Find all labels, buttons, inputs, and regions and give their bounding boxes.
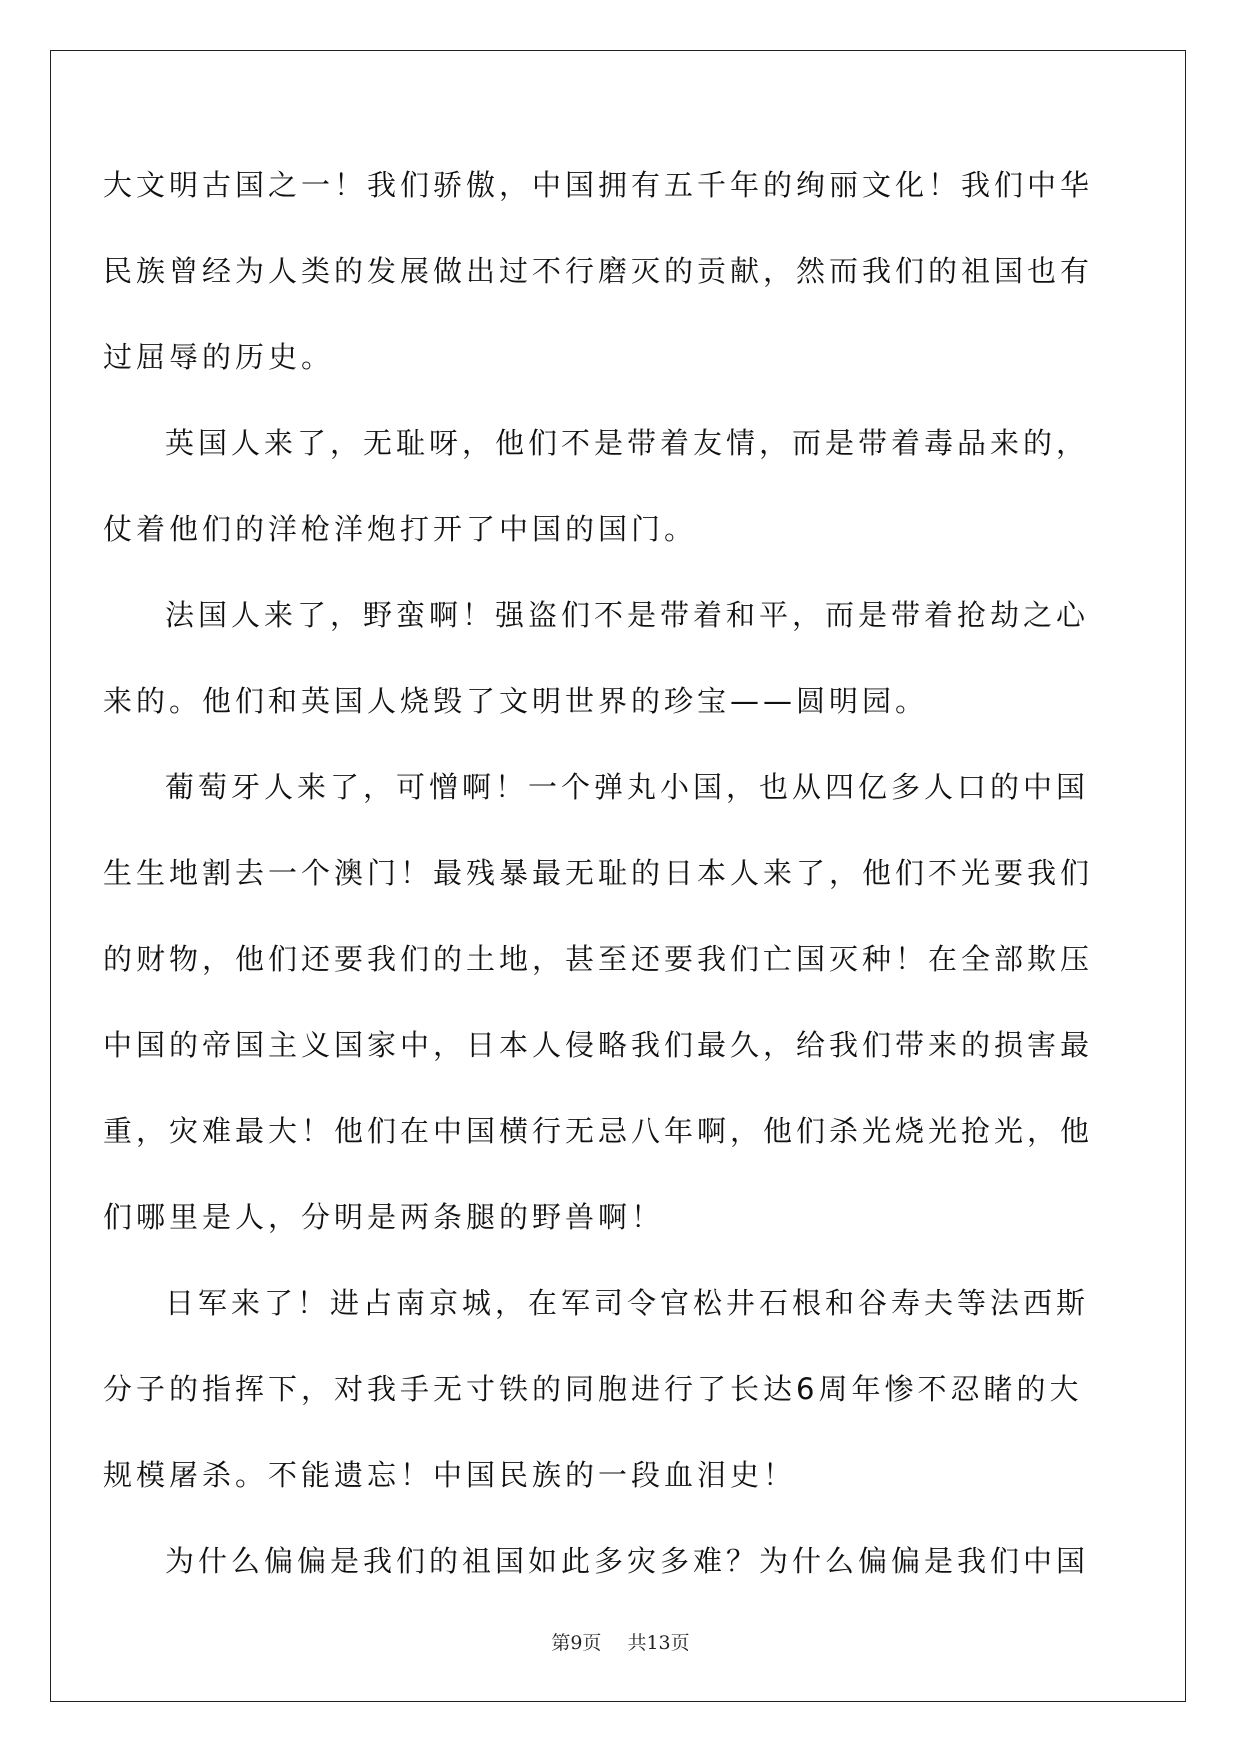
- document-body: [103, 142, 1093, 1604]
- text-line: 日军来了！进占南京城，在军司令官松井石根和谷寿夫等法西斯: [165, 1286, 1090, 1320]
- text-line: 中国的帝国主义国家中，日本人侵略我们最久，给我们带来的损害最: [103, 1028, 1093, 1062]
- page-number-total: 共13页: [627, 1632, 690, 1654]
- text-line: 生生地割去一个澳门！最残暴最无耻的日本人来了，他们不光要我们: [103, 856, 1093, 890]
- page-number-current: 第9页: [551, 1632, 602, 1654]
- text-line: 仗着他们的洋枪洋炮打开了中国的国门。: [103, 512, 698, 546]
- text-line: 法国人来了，野蛮啊！强盗们不是带着和平，而是带着抢劫之心: [165, 598, 1090, 632]
- text-line: 分子的指挥下，对我手无寸铁的同胞进行了长达6周年惨不忍睹的大: [103, 1372, 1083, 1406]
- text-line: 的财物，他们还要我们的土地，甚至还要我们亡国灭种！在全部欺压: [103, 942, 1093, 976]
- text-line: 重，灾难最大！他们在中国横行无忌八年啊，他们杀光烧光抢光，他: [103, 1114, 1093, 1148]
- text-line: 民族曾经为人类的发展做出过不行磨灭的贡献，然而我们的祖国也有: [103, 254, 1093, 288]
- page-footer: [0, 1628, 1241, 1655]
- text-line: 过屈辱的历史。: [103, 340, 335, 374]
- text-line: 规模屠杀。不能遗忘！中国民族的一段血泪史！: [103, 1458, 797, 1492]
- text-line: 来的。他们和英国人烧毁了文明世界的珍宝——圆明园。: [103, 684, 929, 718]
- text-line: 英国人来了，无耻呀，他们不是带着友情，而是带着毒品来的，: [165, 426, 1090, 460]
- text-line: 大文明古国之一！我们骄傲，中国拥有五千年的绚丽文化！我们中华: [103, 168, 1093, 202]
- text-line: 葡萄牙人来了，可憎啊！一个弹丸小国，也从四亿多人口的中国: [165, 770, 1090, 804]
- text-line: 们哪里是人，分明是两条腿的野兽啊！: [103, 1200, 665, 1234]
- text-line: 为什么偏偏是我们的祖国如此多灾多难？为什么偏偏是我们中国: [165, 1544, 1090, 1578]
